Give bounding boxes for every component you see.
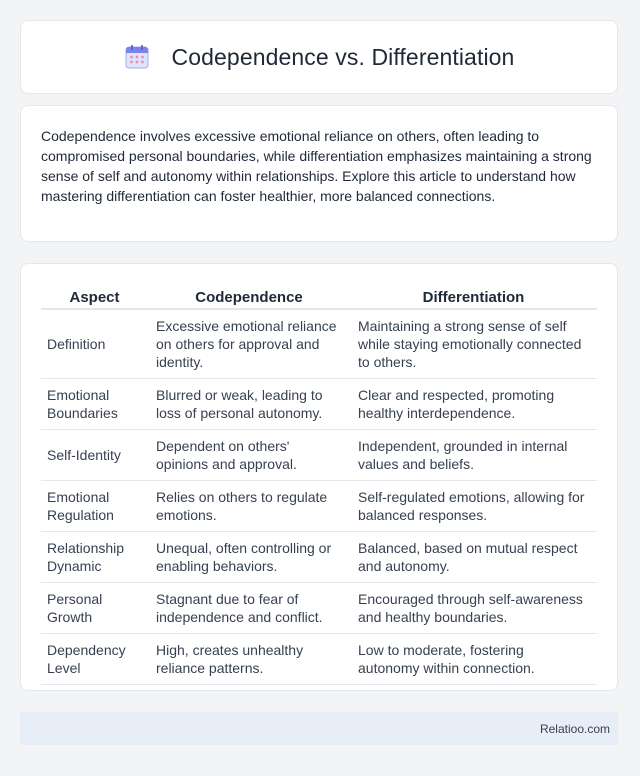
codependence-cell: Excessive emotional reliance on others for approval and identity. xyxy=(148,309,350,379)
header-codependence: Codependence xyxy=(148,284,350,309)
table-row xyxy=(41,583,597,634)
aspect-cell: Personal Growth xyxy=(41,583,148,634)
differentiation-cell: Clear and respected, promoting healthy interdependence. xyxy=(350,379,597,430)
table-row xyxy=(41,634,597,685)
aspect-cell: Definition xyxy=(41,309,148,379)
intro-card xyxy=(20,105,618,242)
table-body xyxy=(41,309,597,685)
codependence-cell: Stagnant due to fear of independence and conflict. xyxy=(148,583,350,634)
aspect-cell: Dependency Level xyxy=(41,634,148,685)
codependence-cell: Blurred or weak, leading to loss of personal autonomy. xyxy=(148,379,350,430)
footer xyxy=(20,712,618,745)
codependence-cell: Unequal, often controlling or enabling behaviors. xyxy=(148,532,350,583)
intro-paragraph: Codependence involves excessive emotional reliance on others, often leading to compromised personal boundaries, while differentiation emphasizes maintaining a strong sense of self and autonomy within relationships. Explore this article to understand how mastering differentiation can foster healthier, more balanced connections. xyxy=(41,128,592,204)
aspect-cell: Relationship Dynamic xyxy=(41,532,148,583)
aspect-cell: Emotional Boundaries xyxy=(41,379,148,430)
comparison-card xyxy=(20,263,618,691)
table-row xyxy=(41,430,597,481)
header-differentiation: Differentiation xyxy=(350,284,597,309)
differentiation-cell: Balanced, based on mutual respect and autonomy. xyxy=(350,532,597,583)
codependence-cell: Dependent on others' opinions and approval. xyxy=(148,430,350,481)
calendar-icon xyxy=(124,44,150,70)
table-row xyxy=(41,309,597,379)
aspect-cell: Self-Identity xyxy=(41,430,148,481)
differentiation-cell: Maintaining a strong sense of self while staying emotionally connected to others. xyxy=(350,309,597,379)
table-row xyxy=(41,379,597,430)
differentiation-cell: Low to moderate, fostering autonomy within connection. xyxy=(350,634,597,685)
differentiation-cell: Independent, grounded in internal values and beliefs. xyxy=(350,430,597,481)
footer-brand: Relatioo.com xyxy=(539,721,610,736)
table-header-row xyxy=(41,284,597,309)
header-aspect: Aspect xyxy=(41,284,148,309)
table-row xyxy=(41,481,597,532)
aspect-cell: Emotional Regulation xyxy=(41,481,148,532)
codependence-cell: High, creates unhealthy reliance patterns. xyxy=(148,634,350,685)
comparison-table xyxy=(41,284,597,685)
differentiation-cell: Self-regulated emotions, allowing for balanced responses. xyxy=(350,481,597,532)
codependence-cell: Relies on others to regulate emotions. xyxy=(148,481,350,532)
differentiation-cell: Encouraged through self-awareness and healthy boundaries. xyxy=(350,583,597,634)
page-title: Codependence vs. Differentiation xyxy=(171,43,515,70)
header-card xyxy=(20,20,618,94)
table-row xyxy=(41,532,597,583)
